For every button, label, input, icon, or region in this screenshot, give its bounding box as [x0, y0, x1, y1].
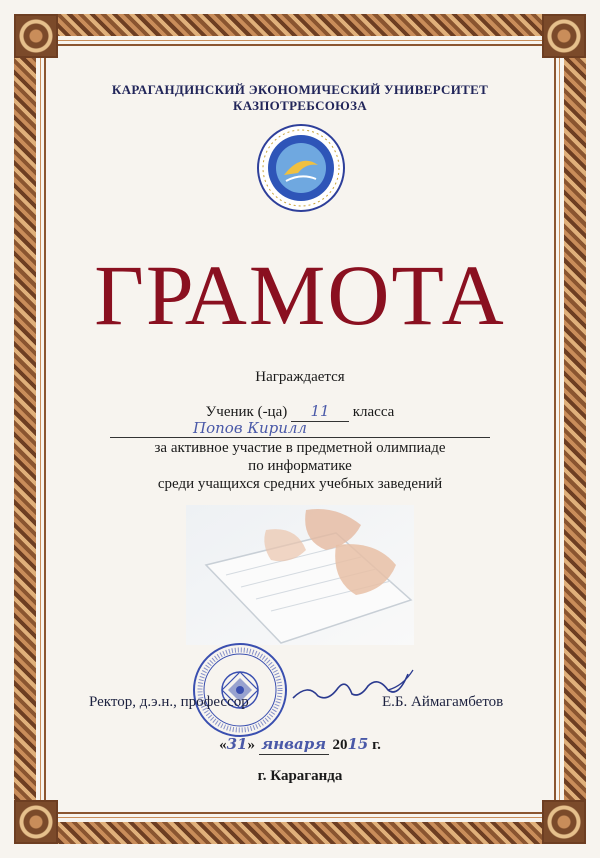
corner-ornament	[14, 800, 58, 844]
city: г. Караганда	[257, 768, 343, 784]
student-grade: 11	[310, 402, 330, 420]
student-suffix: класса	[352, 404, 395, 420]
date-year-prefix: 20	[332, 737, 348, 753]
corner-ornament	[542, 800, 586, 844]
date-month: января	[261, 735, 327, 753]
certificate-title: ГРАМОТА	[94, 247, 506, 343]
corner-ornament	[542, 14, 586, 58]
university-emblem-icon	[256, 123, 346, 213]
keyboard-hands-image	[186, 505, 414, 645]
university-name-line2: КАЗПОТРЕБСОЮЗА	[233, 98, 367, 113]
date-day: 31	[226, 735, 248, 753]
date-quote-open: «	[219, 737, 227, 753]
rector-name: Е.Б. Аймагамбетов	[382, 694, 504, 710]
date-row	[0, 735, 600, 755]
reason-line3: среди учащихся средних учебных заведений	[157, 476, 443, 492]
corner-ornament	[14, 14, 58, 58]
reason-line1: за активное участие в предметной олимпиаде	[154, 440, 446, 456]
date-quote-close: »	[247, 737, 255, 753]
date-year-hand: 15	[347, 735, 369, 753]
date-year-suffix: г.	[372, 737, 381, 753]
official-seal-stamp	[192, 642, 288, 738]
awarded-label: Награждается	[255, 369, 345, 385]
reason-line2: по информатике	[248, 458, 352, 474]
student-name-line	[110, 419, 490, 438]
university-name-line1: КАРАГАНДИНСКИЙ ЭКОНОМИЧЕСКИЙ УНИВЕРСИТЕТ	[111, 82, 489, 97]
student-name: Попов Кирилл	[193, 419, 307, 437]
rector-role: Ректор, д.э.н., профессор	[89, 694, 249, 710]
student-prefix: Ученик (-ца)	[205, 404, 288, 420]
